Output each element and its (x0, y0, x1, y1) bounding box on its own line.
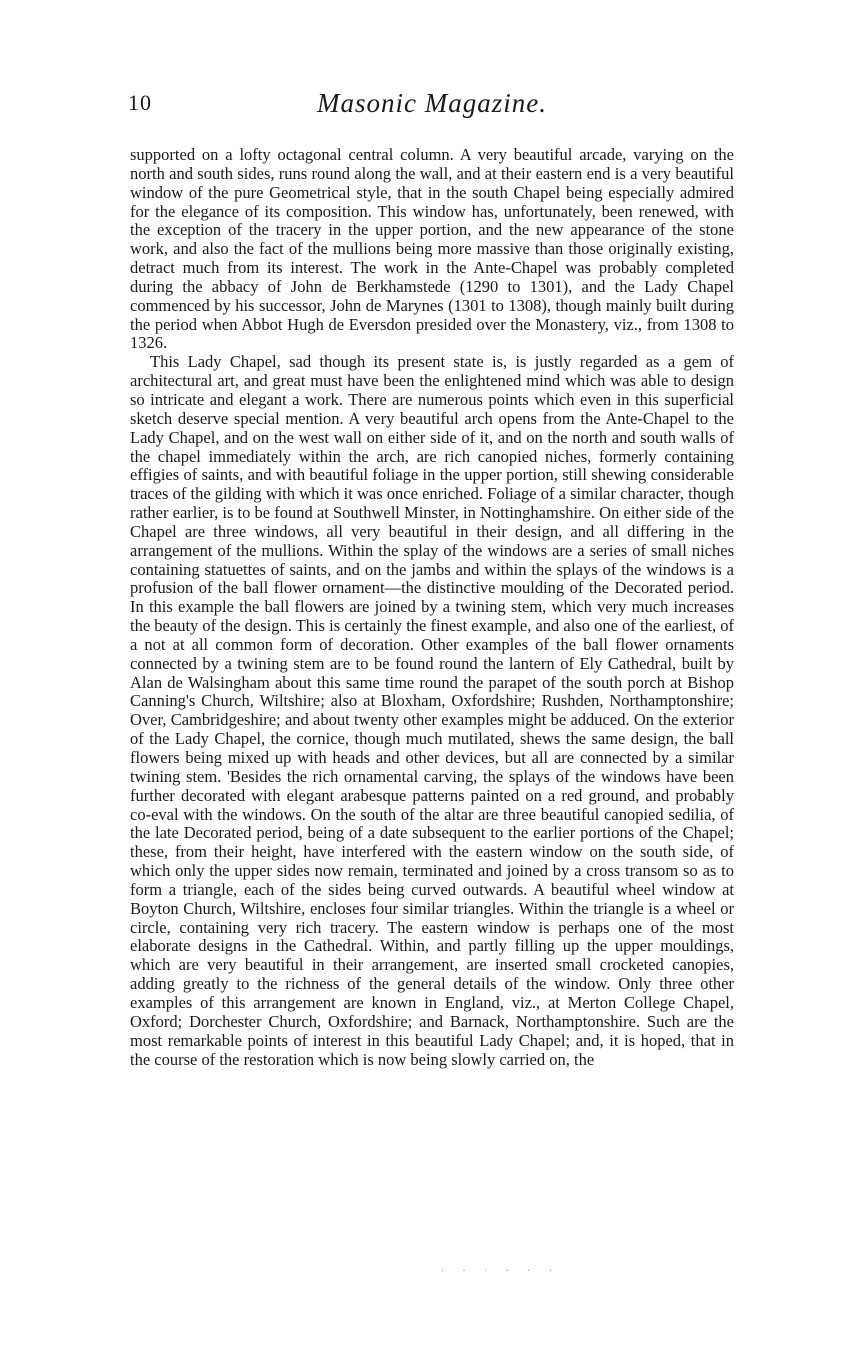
page-header (128, 88, 736, 128)
running-title: Masonic Magazine. (317, 88, 547, 118)
page-number: 10 (128, 90, 152, 115)
article-body (130, 146, 734, 1069)
paragraph-lady-chapel: This Lady Chapel, sad though its present state is, is justly regarded as a gem of architectural art, and great must have been the enlightened mind which was able to design so intricate and elegant a work. There are numerous points which even in this superficial sketch deserve special mention. A very beautiful arch opens from the Ante-Chapel to the Lady Chapel, and on the west wall on either side of it, and on the north and south walls of the chapel immediately within the arch, are rich canopied niches, formerly containing effigies of saints, and with beautiful foliage in the upper portion, still shewing considerable traces of the gilding with which it was once enriched. Foliage of a similar character, though rather earlier, is to be found at Southwell Minster, in Nottinghamshire. On either side of the Chapel are three windows, all very beautiful in their design, and all differing in the arrangement of the mullions. Within the splay of the windows are a series of small niches containing statuettes of saints, and on the jambs and within the splays of the windows is a profusion of the ball flower ornament—the distinctive moulding of the Decorated period. In this example the ball flowers are joined by a twining stem, which very much increases the beauty of the design. This is certainly the finest example, and also one of the earliest, of a not at all common form of decoration. Other examples of the ball flower ornaments connected by a twining stem are to be found round the lantern of Ely Cathedral, built by Alan de Walsingham about this same time round the parapet of the south porch at Bishop Canning's Church, Wiltshire; also at Bloxham, Oxfordshire; Rushden, Northamptonshire; Over, Cambridgeshire; and about twenty other examples might be adduced. On the exterior of the Lady Chapel, the cornice, though much mutilated, shews the same design, the ball flowers being mixed up with heads and other devices, but all are connected by a similar twining stem. 'Besides the rich ornamental carving, the splays of the windows have been further decorated with elegant arabesque patterns painted on a red ground, and probably co-eval with the windows. On the south of the altar are three beautiful canopied sedilia, of the late Decorated period, being of a date subsequent to the earlier portions of the Chapel; these, from their height, have interfered with the eastern window on the south side, of which only the upper sides now remain, terminated and joined by a cross transom so as to form a triangle, each of the sides being curved outwards. A beautiful wheel window at Boyton Church, Wiltshire, encloses four similar triangles. Within the triangle is a wheel or circle, containing very rich tracery. The eastern window is perhaps one of the most elaborate designs in the Cathedral. Within, and partly filling up the upper mouldings, which are very beautiful in their arrangement, are inserted small crocketed canopies, adding greatly to the richness of the general details of the window. Only three other examples of this arrangement are known in England, viz., at Merton College Chapel, Oxford; Dorchester Church, Oxfordshire; and Barnack, Northamptonshire. Such are the most remarkable points of interest in this beautiful Lady Chapel; and, it is hoped, that in the course of the restoration which is now being slowly carried on, the (130, 352, 734, 1069)
print-specks: · · · · · · (440, 1266, 559, 1275)
paragraph-continued: supported on a lofty octagonal central column. A very beautiful arcade, varying on the north and south sides, runs round along the wall, and at their eastern end is a very beautiful window of the pure Geometrical style, that in the south Chapel being especially admired for the elegance of its composition. This window has, unfortunately, been renewed, with the exception of the tracery in the upper portion, and the new appearance of the stone work, and also the fact of the mullions being more massive than those originally existing, detract much from its interest. The work in the Ante-Chapel was probably completed during the abbacy of John de Berkhamstede (1290 to 1301), and the Lady Chapel commenced by his successor, John de Marynes (1301 to 1308), though mainly built during the period when Abbot Hugh de Eversdon presided over the Monastery, viz., from 1308 to 1326. (130, 145, 734, 353)
